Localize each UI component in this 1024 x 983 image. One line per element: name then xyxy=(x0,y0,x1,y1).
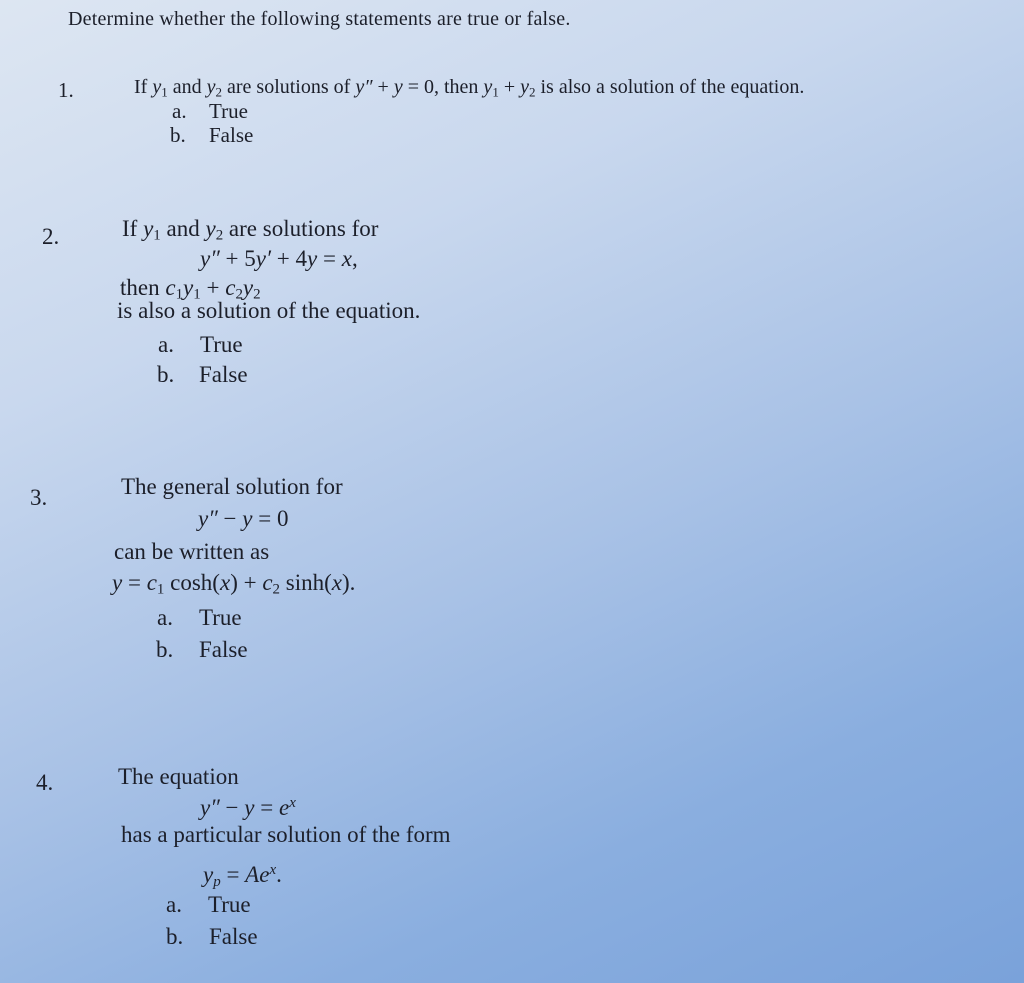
instructions: Determine whether the following statements are true or false. xyxy=(68,8,571,30)
equation: y″ − y = 0 xyxy=(198,506,289,531)
question-number: 2. xyxy=(42,224,60,249)
statement-line: If $y_1$ and $y_2$ are solutions for xyxy=(122,216,379,244)
option-letter: b. xyxy=(157,362,175,387)
option-false[interactable]: False xyxy=(209,924,258,949)
option-letter: b. xyxy=(166,924,184,949)
option-false[interactable]: False xyxy=(199,362,248,387)
statement-line: The general solution for xyxy=(121,474,343,499)
equation: $y = c_1$ $\cosh(x) + c_2$ sinh(x). xyxy=(112,570,356,598)
option-true[interactable]: True xyxy=(209,99,248,123)
equation: $y_p = Ae^x$. xyxy=(203,862,282,890)
option-false[interactable]: False xyxy=(209,123,254,147)
equation: $y'' - y = e^x$ xyxy=(200,795,296,821)
question-number: 4. xyxy=(36,770,54,795)
option-letter: a. xyxy=(158,332,174,357)
statement-line: The equation xyxy=(118,764,239,789)
option-true[interactable]: True xyxy=(208,892,251,917)
question-number: 1. xyxy=(58,78,74,102)
option-letter: a. xyxy=(157,605,173,630)
option-letter: b. xyxy=(170,123,186,147)
option-false[interactable]: False xyxy=(199,637,248,662)
question-number: 3. xyxy=(30,485,48,510)
option-true[interactable]: True xyxy=(200,332,243,357)
option-letter: a. xyxy=(166,892,182,917)
option-letter: b. xyxy=(156,637,174,662)
statement-line: is also a solution of the equation. xyxy=(117,298,421,323)
statement-line: can be written as xyxy=(114,539,270,564)
equation: y″ + 5y′ + 4y = x, xyxy=(200,246,358,271)
option-true[interactable]: True xyxy=(199,605,242,630)
option-letter: a. xyxy=(172,99,187,123)
statement-line: then $c_1y_1 + c_2y_2$ xyxy=(120,275,261,303)
question-statement: If $y_1$ and $y_2$ are solutions of y″ + y = 0, then $y_1 + y_2$ is also a solution of the equation. xyxy=(134,76,805,100)
statement-line: has a particular solution of the form xyxy=(121,822,451,847)
